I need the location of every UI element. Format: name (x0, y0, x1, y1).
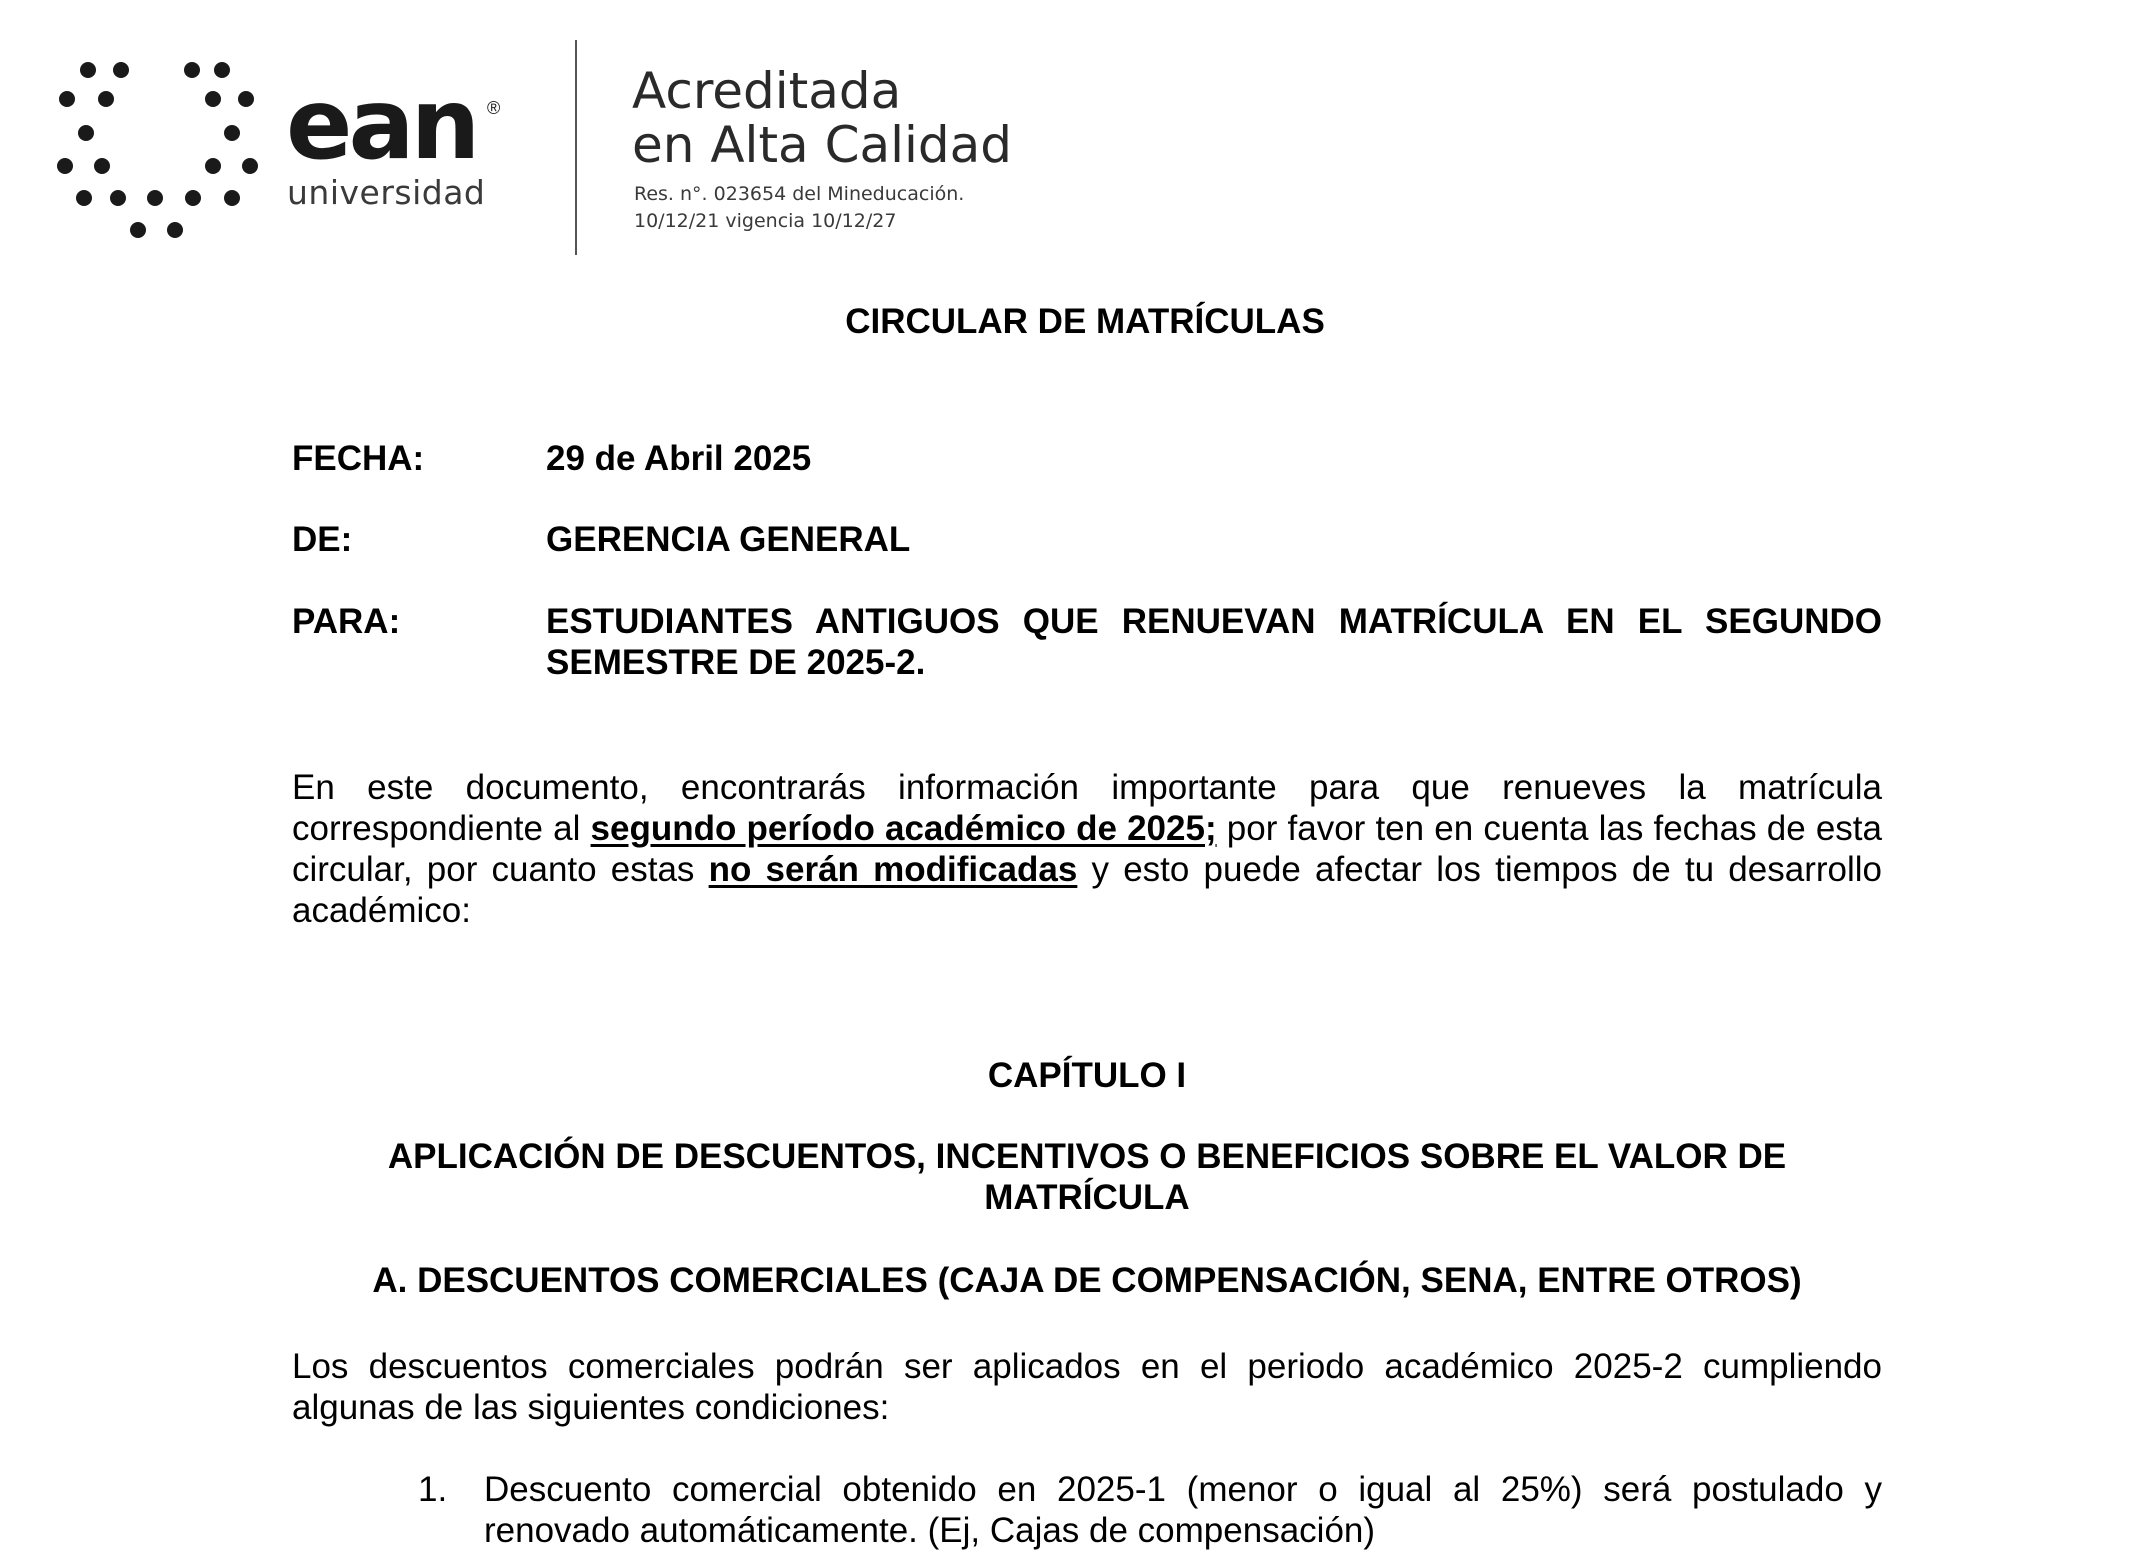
accreditation-line-1: Acreditada (632, 62, 902, 120)
intro-text-1: En este documento, encontrarás información importante para que renueves la matrícula correspondiente al (292, 768, 1882, 848)
intro-paragraph (292, 767, 1882, 931)
header-divider (575, 40, 577, 255)
chapter-title: APLICACIÓN DE DESCUENTOS, INCENTIVOS O BENEFICIOS SOBRE EL VALOR DE MATRÍCULA (387, 1137, 1787, 1217)
accreditation-validity: 10/12/21 vigencia 10/12/27 (634, 210, 897, 232)
intro-emphasis-not-modified: no serán modificadas (708, 850, 1078, 889)
para-label: PARA: (292, 602, 401, 641)
chapter-heading: CAPÍTULO I (987, 1056, 1187, 1095)
intro-emphasis-period: segundo período académico de 2025; (590, 809, 1217, 848)
section-a-intro: Los descuentos comerciales podrán ser aplicados en el periodo académico 2025-2 cumpliendo algunas de las siguientes condiciones: (292, 1347, 1882, 1427)
list-item-number: 1. (418, 1470, 448, 1509)
ean-dots-logo-icon (0, 0, 270, 250)
logo-subtitle: universidad (287, 173, 486, 212)
document-title: CIRCULAR DE MATRÍCULAS (845, 302, 1325, 341)
de-value: GERENCIA GENERAL (546, 520, 911, 559)
logo-wordmark: ean (286, 68, 477, 182)
registered-mark: ® (487, 98, 501, 118)
para-value: ESTUDIANTES ANTIGUOS QUE RENUEVAN MATRÍCULA EN EL SEGUNDO SEMESTRE DE 2025-2. (546, 602, 1882, 682)
fecha-label: FECHA: (292, 439, 425, 478)
fecha-value: 29 de Abril 2025 (546, 439, 812, 478)
de-label: DE: (292, 520, 353, 559)
intro-text-2: por favor ten en cuenta las fechas de esta circular, por cuanto estas (292, 809, 1882, 889)
section-a-heading: A. DESCUENTOS COMERCIALES (CAJA DE COMPENSACIÓN, SENA, ENTRE OTROS) (372, 1261, 1802, 1300)
letterhead (0, 0, 2134, 270)
intro-text-3: y esto puede afectar los tiempos de tu desarrollo académico: (292, 850, 1882, 930)
list-item-text: Descuento comercial obtenido en 2025-1 (menor o igual al 25%) será postulado y renovado automáticamente. (Ej, Cajas de compensación) (484, 1470, 1882, 1550)
accreditation-line-2: en Alta Calidad (632, 116, 1013, 174)
accreditation-resolution: Res. n°. 023654 del Mineducación. (634, 183, 965, 205)
